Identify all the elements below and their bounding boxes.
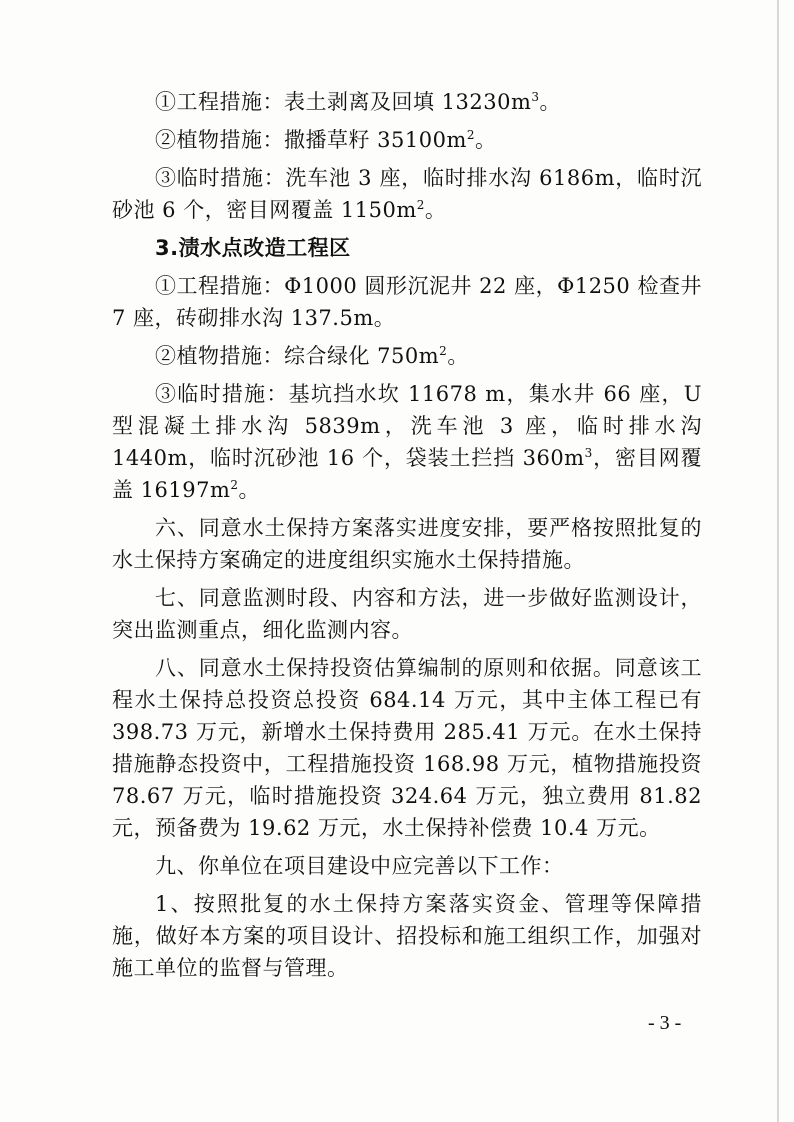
page-edge-line <box>777 0 779 1122</box>
paragraph-engineering-measures-2: ①工程措施：表土剥离及回填 $13230m^3$。 <box>155 90 562 114</box>
paragraph-item-6: 六、同意水土保持方案落实进度安排，要严格按照批复的水土保持方案确定的进度组织实施水土保持措施。 <box>112 516 702 572</box>
paragraph-temporary-measures-3: ③临时措施：基坑挡水坎 11678 m，集水井 66 座，U 型混凝土排水沟 5839m，洗车池 3 座，临时排水沟 1440m，临时沉砂池 16 个，袋装土拦挡 $360m^3$，密目网覆盖 $16197m^2$。 <box>112 382 702 502</box>
paragraph-engineering-measures-3: ①工程措施：Φ1000 圆形沉泥井 22 座，Φ1250 检查井 7 座，砖砌排水沟 137.5m。 <box>112 274 702 330</box>
paragraph-item-9-1: 1、按照批复的水土保持方案落实资金、管理等保障措施，做好本方案的项目设计、招投标和施工组织工作，加强对施工单位的监督与管理。 <box>112 892 702 980</box>
document-body <box>112 86 702 984</box>
section-heading: 3.渍水点改造工程区 <box>155 236 351 260</box>
page-number: - 3 - <box>648 1012 682 1034</box>
paragraph-item-9: 九、你单位在项目建设中应完善以下工作： <box>155 854 564 878</box>
paragraph-plant-measures-2: ②植物措施：撒播草籽 $35100m^2$。 <box>155 128 497 152</box>
paragraph-plant-measures-3: ②植物措施：综合绿化 $750m^2$。 <box>155 344 469 368</box>
paragraph-item-8: 八、同意水土保持投资估算编制的原则和依据。同意该工程水土保持总投资总投资 684.14 万元，其中主体工程已有 398.73 万元，新增水土保持费用 285.41 万元。在水土保持措施静态投资中，工程措施投资 168.98 万元，植物措施投资 78.67 万元，临时措施投资 324.64 万元，独立费用 81.82 元，预备费为 19.62 万元，水土保持补偿费 10.4 万元。 <box>112 656 702 840</box>
paragraph-item-7: 七、同意监测时段、内容和方法，进一步做好监测设计，突出监测重点，细化监测内容。 <box>112 586 702 642</box>
paragraph-temporary-measures-2: ③临时措施：洗车池 3 座，临时排水沟 6186m，临时沉砂池 6 个，密目网覆盖 $1150m^2$。 <box>112 166 702 222</box>
